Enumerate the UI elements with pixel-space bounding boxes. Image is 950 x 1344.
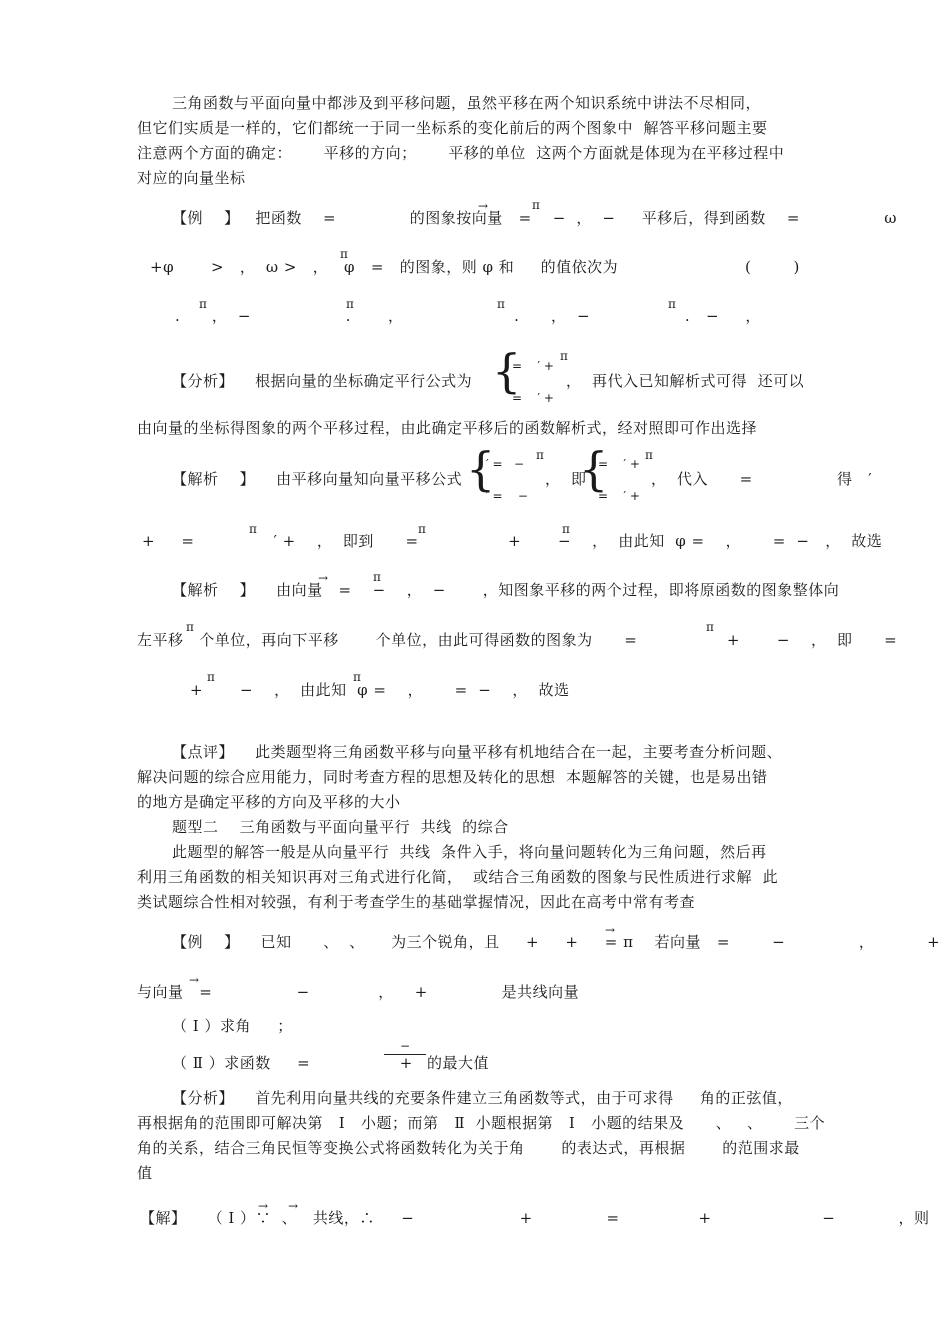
vector-arrow: → <box>478 199 489 213</box>
analysis-1-line-a: 【分析】 根据向量的坐标确定平行公式为 <box>172 372 473 390</box>
fraction-pi: π <box>207 670 215 684</box>
fraction-bar: − <box>384 1040 426 1055</box>
intro-line-4: 对应的向量坐标 <box>137 169 246 187</box>
section-paragraph-1: 此题型的解答一般是从向量平行 共线 条件入手，将向量问题转化为三角问题，然后再 <box>172 843 767 861</box>
fraction-pi: π <box>536 448 544 462</box>
fraction-pi: π <box>562 522 570 536</box>
solution-3-line-a: 【解】 （ Ⅰ ）∵ 、 共线，∴ − + = + − ，则 <box>140 1209 930 1227</box>
system-eq-4: = ′ + <box>598 489 640 503</box>
solution-2-line-b: 左平移 个单位，再向下平移 个单位，由此可得函数的图象为 = + − ， 即 = <box>137 631 898 649</box>
section-paragraph-2: 利用三角函数的相关知识再对三角式进行化简， 或结合三角函数的图象与民性质进行求解 此 <box>137 868 779 886</box>
brace-symbol: { <box>492 344 522 398</box>
example-1-line-a: 【例 】 把函数 = 的图象按向量 = − ， − 平移后，得到函数 = ω <box>172 209 897 227</box>
analysis-2-line-2: 再根据角的范围即可解决第 Ⅰ 小题；而第 Ⅱ 小题根据第 Ⅰ 小题的结果及 、 、 三个 <box>137 1114 826 1132</box>
solution-2-line-a: 【解析 】 由向量 = − ， − ，知图象平移的两个过程，即将原函数的图象整体向 <box>172 581 840 599</box>
example-2-line-a: 【例 】 已知 、 、 为三个锐角，且 + + = π 若向量 = − ， + <box>172 933 941 951</box>
fraction-pi: π <box>199 297 207 311</box>
vector-arrow: → <box>258 1199 269 1213</box>
fraction-pi: π <box>532 198 540 212</box>
section-paragraph-3: 类试题综合性相对较强，有利于考查学生的基础掌握情况，因此在高考中常有考查 <box>137 893 696 911</box>
brace-symbol: { <box>466 442 496 496</box>
intro-line-3: 注意两个方面的确定： 平移的方向； 平移的单位 这两个方面就是体现为在平移过程中 <box>137 144 785 162</box>
comment-line-1: 【点评】 此类题型将三角函数平移与向量平移有机地结合在一起，主要考查分析问题、 <box>172 743 783 761</box>
vector-arrow: → <box>605 923 616 937</box>
example-1-options: . ， − . ， . ， − . − ， <box>175 307 761 325</box>
brace-symbol: { <box>579 442 609 496</box>
answer-paren: ( ) <box>745 258 800 276</box>
solution-1-line-b: + = ′ + ， 即到 = + − ， 由此知 φ = ， = − ， 故选 <box>142 532 883 550</box>
question-1: （ Ⅰ ）求角 ； <box>172 1017 293 1035</box>
fraction-pi: π <box>497 297 505 311</box>
vector-arrow: → <box>189 973 200 987</box>
fraction-pi: π <box>249 522 257 536</box>
vector-arrow: → <box>288 1199 299 1213</box>
system-eq-1: ′ = − <box>486 457 525 471</box>
fraction-pi: π <box>418 522 426 536</box>
fraction-pi: π <box>340 247 348 261</box>
fraction-pi: π <box>346 297 354 311</box>
solution-2-line-c: + − ， 由此知 φ = ， = − ， 故选 <box>190 681 570 699</box>
solution-1-line-a: 【解析 】 由平移向量知向量平移公式 <box>172 470 463 488</box>
comment-line-2: 解决问题的综合应用能力，同时考查方程的思想及转化的思想 本题解答的关键，也是易出错 <box>137 768 768 786</box>
analysis-1-line-b: ， 再代入已知解析式可得 还可以 <box>566 372 805 390</box>
comment-line-3: 的地方是确定平移的方向及平移的大小 <box>137 793 401 811</box>
example-2-line-b: 与向量 = − ， + 是共线向量 <box>137 983 580 1001</box>
system-eq-2: ′ = − <box>486 489 528 503</box>
example-1-line-b: +φ > ， ω > ， φ = 的图象，则 φ 和 的值依次为 <box>150 258 619 276</box>
fraction-pi: π <box>353 670 361 684</box>
solution-1-mid: ， 即 <box>545 470 587 488</box>
system-eq-1: = ′ + <box>512 359 554 373</box>
fraction-pi: π <box>645 448 653 462</box>
section-title: 题型二 三角函数与平面向量平行 共线 的综合 <box>172 818 509 836</box>
analysis-2-line-4: 值 <box>137 1164 153 1182</box>
intro-line-2: 但它们实质是一样的，它们都统一于同一坐标系的变化前后的两个图象中 解答平移问题主要 <box>137 119 768 137</box>
vector-arrow: → <box>318 571 329 585</box>
fraction-pi: π <box>373 570 381 584</box>
solution-1-tail: ， 代入 = 得 ′ <box>651 470 873 488</box>
fraction-pi: π <box>706 620 714 634</box>
fraction-pi: π <box>186 620 194 634</box>
analysis-2-line-3: 角的关系，结合三角民恒等变换公式将函数转化为关于角 的表达式，再根据 的范围求最 <box>137 1139 800 1157</box>
question-2: （ Ⅱ ）求函数 = + <box>172 1054 413 1072</box>
fraction-pi: π <box>560 349 568 363</box>
system-eq-2: = ′ + <box>512 391 554 405</box>
system-eq-3: = ′ + <box>598 457 640 471</box>
analysis-2-line-1: 【分析】 首先利用向量共线的充要条件建立三角函数等式，由于可求得 角的正弦值， <box>172 1089 793 1107</box>
question-2-tail: 的最大值 <box>427 1054 490 1072</box>
intro-line-1: 三角函数与平面向量中都涉及到平移问题，虽然平移在两个知识系统中讲法不尽相同， <box>172 94 762 112</box>
analysis-1-line-c: 由向量的坐标得图象的两个平移过程，由此确定平移后的函数解析式，经对照即可作出选择 <box>137 419 758 437</box>
fraction-pi: π <box>668 297 676 311</box>
